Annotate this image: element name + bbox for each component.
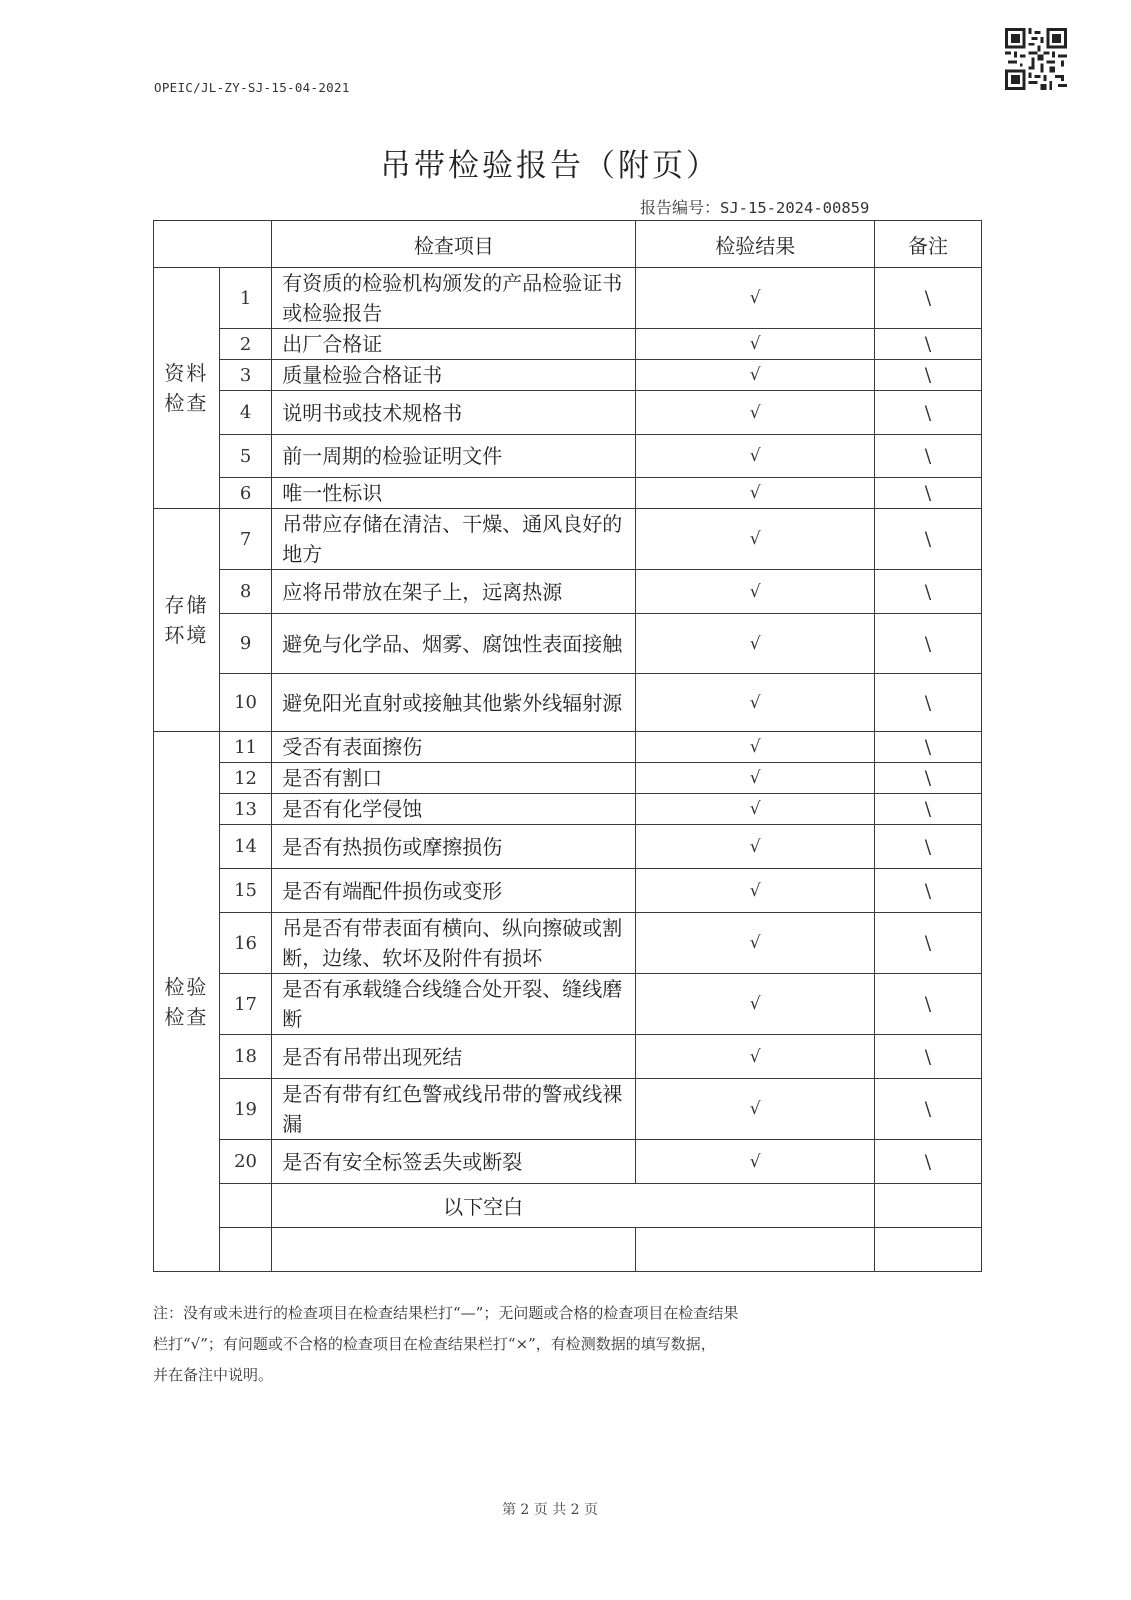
- row-number: 18: [219, 1035, 271, 1079]
- row-result: √: [636, 732, 875, 763]
- footnote-line: 栏打“√”；有问题或不合格的检查项目在检查结果栏打“×”，有检测数据的填写数据，: [153, 1335, 716, 1353]
- row-item: 是否有安全标签丢失或断裂: [272, 1140, 636, 1184]
- header-result: 检验结果: [636, 221, 875, 268]
- row-remark: \: [875, 570, 982, 614]
- row-result: √: [636, 869, 875, 913]
- header-remark: 备注: [875, 221, 982, 268]
- row-result: √: [636, 794, 875, 825]
- table-row: [154, 869, 982, 913]
- row-remark: \: [875, 869, 982, 913]
- row-result: √: [636, 509, 875, 570]
- row-result: √: [636, 913, 875, 974]
- row-item: 吊是否有带表面有横向、纵向擦破或割断，边缘、软坏及附件有损坏: [272, 913, 636, 974]
- header-blank-cell: [154, 221, 272, 268]
- row-item: 质量检验合格证书: [272, 360, 636, 391]
- row-number: 4: [219, 391, 271, 435]
- table-row: [154, 435, 982, 478]
- row-item: 是否有割口: [272, 763, 636, 794]
- row-number: 16: [219, 913, 271, 974]
- row-remark: \: [875, 913, 982, 974]
- row-remark: \: [875, 614, 982, 674]
- row-number: 13: [219, 794, 271, 825]
- row-remark: \: [875, 391, 982, 435]
- table-row: [154, 391, 982, 435]
- table-row: [154, 763, 982, 794]
- row-result: √: [636, 478, 875, 509]
- row-remark: \: [875, 1079, 982, 1140]
- row-result: √: [636, 391, 875, 435]
- row-remark: \: [875, 732, 982, 763]
- row-item: 是否有带有红色警戒线吊带的警戒线裸漏: [272, 1079, 636, 1140]
- row-remark: \: [875, 763, 982, 794]
- table-row: [154, 913, 982, 974]
- row-number: 17: [219, 974, 271, 1035]
- row-result: √: [636, 570, 875, 614]
- row-remark-blank: [875, 1184, 982, 1228]
- row-number: 8: [219, 570, 271, 614]
- table-row: [154, 570, 982, 614]
- row-remark: \: [875, 794, 982, 825]
- row-number: 5: [219, 435, 271, 478]
- row-remark: \: [875, 268, 982, 329]
- row-item: 避免阳光直射或接触其他紫外线辐射源: [272, 674, 636, 732]
- footnote: [153, 1298, 983, 1391]
- table-row: [154, 674, 982, 732]
- row-number: 3: [219, 360, 271, 391]
- row-item: 应将吊带放在架子上，远离热源: [272, 570, 636, 614]
- footnote-line: 并在备注中说明。: [153, 1366, 274, 1384]
- row-result: √: [636, 763, 875, 794]
- row-item: 唯一性标识: [272, 478, 636, 509]
- table-row: [154, 1184, 982, 1228]
- row-number: 1: [219, 268, 271, 329]
- row-remark: \: [875, 674, 982, 732]
- row-number: 9: [219, 614, 271, 674]
- report-number-value: SJ-15-2024-00859: [720, 199, 870, 217]
- row-item: 是否有吊带出现死结: [272, 1035, 636, 1079]
- row-number: 10: [219, 674, 271, 732]
- row-result: √: [636, 825, 875, 869]
- row-item: 避免与化学品、烟雾、腐蚀性表面接触: [272, 614, 636, 674]
- table-row: [154, 360, 982, 391]
- table-row: [154, 329, 982, 360]
- row-result: √: [636, 1035, 875, 1079]
- group-inspection: 检验检查: [154, 732, 220, 1272]
- row-remark: \: [875, 478, 982, 509]
- inspection-table: [153, 220, 982, 1272]
- header-item: 检查项目: [272, 221, 636, 268]
- row-item: 有资质的检验机构颁发的产品检验证书或检验报告: [272, 268, 636, 329]
- row-item: 吊带应存储在清洁、干燥、通风良好的地方: [272, 509, 636, 570]
- table-row: [154, 1140, 982, 1184]
- group-storage: 存储环境: [154, 509, 220, 732]
- page-number: 第 2 页 共 2 页: [501, 1502, 599, 1518]
- row-remark: \: [875, 435, 982, 478]
- row-item: 出厂合格证: [272, 329, 636, 360]
- table-row: [154, 974, 982, 1035]
- table-row: [154, 1079, 982, 1140]
- row-number: 2: [219, 329, 271, 360]
- row-number: 19: [219, 1079, 271, 1140]
- blank-notice: 以下空白: [272, 1184, 875, 1228]
- row-remark: \: [875, 329, 982, 360]
- row-item: 是否有热损伤或摩擦损伤: [272, 825, 636, 869]
- row-result: √: [636, 1079, 875, 1140]
- row-remark: \: [875, 509, 982, 570]
- table-row: [154, 478, 982, 509]
- row-result: √: [636, 1140, 875, 1184]
- row-number: 12: [219, 763, 271, 794]
- row-remark: \: [875, 360, 982, 391]
- table-row: [154, 509, 982, 570]
- row-number-blank: [219, 1228, 271, 1272]
- row-result: √: [636, 674, 875, 732]
- footnote-line: 注：没有或未进行的检查项目在检查结果栏打“—”；无问题或合格的检查项目在检查结果: [153, 1304, 739, 1322]
- group-docs: 资料检查: [154, 268, 220, 509]
- table-header-row: [154, 221, 982, 268]
- table-row: [154, 614, 982, 674]
- table-row: [154, 794, 982, 825]
- document-code: OPEIC/JL-ZY-SJ-15-04-2021: [154, 80, 350, 95]
- page-title: 吊带检验报告（附页）: [380, 148, 720, 184]
- table-row: [154, 732, 982, 763]
- row-item: 是否有端配件损伤或变形: [272, 869, 636, 913]
- row-number: 6: [219, 478, 271, 509]
- row-result: √: [636, 974, 875, 1035]
- table-row: [154, 1228, 982, 1272]
- table-row: [154, 268, 982, 329]
- row-number: 15: [219, 869, 271, 913]
- row-number: 11: [219, 732, 271, 763]
- report-number-label: 报告编号：: [640, 198, 721, 217]
- row-result-blank: [636, 1228, 875, 1272]
- row-result: √: [636, 435, 875, 478]
- row-item: 是否有承载缝合线缝合处开裂、缝线磨断: [272, 974, 636, 1035]
- row-number-blank: [219, 1184, 271, 1228]
- report-number: [640, 195, 869, 218]
- row-result: √: [636, 614, 875, 674]
- row-remark: \: [875, 1140, 982, 1184]
- qr-code-icon: [1005, 28, 1067, 90]
- row-number: 20: [219, 1140, 271, 1184]
- row-item: 是否有化学侵蚀: [272, 794, 636, 825]
- row-item: 前一周期的检验证明文件: [272, 435, 636, 478]
- row-remark: \: [875, 825, 982, 869]
- row-item: 说明书或技术规格书: [272, 391, 636, 435]
- table-row: [154, 1035, 982, 1079]
- row-remark: \: [875, 974, 982, 1035]
- row-result: √: [636, 360, 875, 391]
- row-remark-blank: [875, 1228, 982, 1272]
- table-row: [154, 825, 982, 869]
- row-remark: \: [875, 1035, 982, 1079]
- row-item: 受否有表面擦伤: [272, 732, 636, 763]
- row-number: 14: [219, 825, 271, 869]
- row-result: √: [636, 329, 875, 360]
- row-result: √: [636, 268, 875, 329]
- row-number: 7: [219, 509, 271, 570]
- row-item-blank: [272, 1228, 636, 1272]
